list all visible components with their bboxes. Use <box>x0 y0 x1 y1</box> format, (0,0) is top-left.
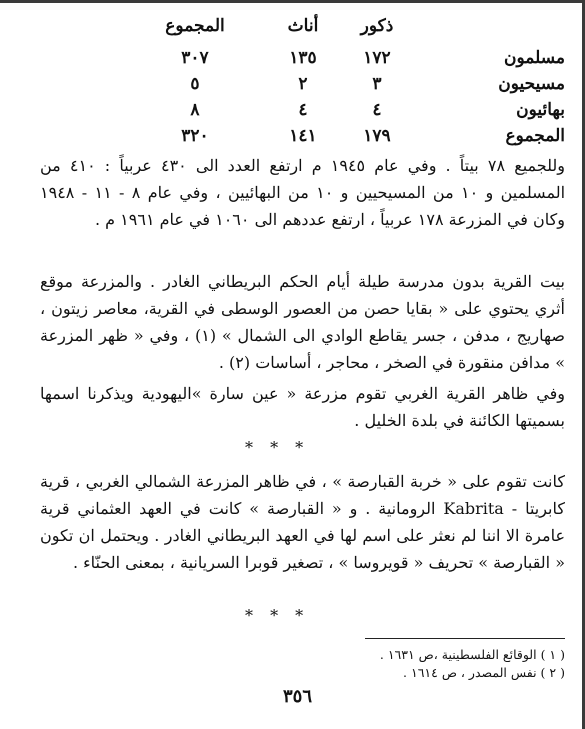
paragraph-text: وللجميع ٧٨ بيتاً . وفي عام ١٩٤٥ م ارتفع العدد الى ٤٣٠ عربياً : ٤١٠ من المسلمين و ١٠ من المسيحيين و ١٠ من البهائيين ، وفي عام ٨ - ١١ - ١٩٤٨ وكان في المزرعة ١٧٨ عربياً ، ارتفع عددهم الى ١٠٦٠ في عام ١٩٦١ م . <box>40 156 566 229</box>
census-table-header <box>30 16 565 48</box>
paragraph-text: كانت تقوم على « خربة القبارصة » ، في ظاهر المزرعة الشمالي الغربي ، قرية كابريتا - Kabrita الرومانية . و « القبارصة » كانت في العهد العثماني قرية عامرة الا اننا لم نعثر على اسم لها في العهد البريطاني الغادر . ويحتمل ان تكون « القبارصة » تحريف « قويروسا » ، تصغير قوبرا السريانية ، بمعنى الحنّاء . <box>40 472 566 572</box>
section-separator: * * * <box>245 606 310 625</box>
row-male: ٣ <box>372 74 382 94</box>
row-female: ١٣٥ <box>289 48 317 68</box>
section-separator: * * * <box>245 438 310 457</box>
row-label: مسيحيون <box>498 74 565 94</box>
row-male: ١٧٢ <box>363 48 391 68</box>
census-table <box>30 16 565 152</box>
table-row <box>30 48 565 74</box>
footnote: ( ٢ ) نفس المصدر ، ص ١٦١٤ . <box>403 665 565 680</box>
paragraph-text: بيت القرية بدون مدرسة طيلة أيام الحكم البريطاني الغادر . والمزرعة موقع أثري يحتوي على « بقايا حصن من العصور الوسطى في القرية، معاصر زيتون ، صهاريج ، مدفن ، جسر يقاطع الوادي الى الشمال » (١) ، وفي « ظهر المزرعة » مدافن منقورة في الصخر ، محاجر ، أساسات (٢) . <box>40 272 565 372</box>
paragraph-text: وفي ظاهر القرية الغربي تقوم مزرعة « عين سارة »اليهودية ويذكرنا اسمها بسميتها الكائنة في بلدة الخليل . <box>40 384 565 430</box>
row-label: بهائيون <box>516 100 565 120</box>
table-row <box>30 100 565 126</box>
row-female: ٢ <box>298 74 308 94</box>
row-label: المجموع <box>505 126 565 146</box>
row-total: ٣٢٠ <box>181 126 209 146</box>
header-total: المجموع <box>165 16 225 36</box>
paragraph-population <box>40 152 565 233</box>
row-label: مسلمون <box>504 48 565 68</box>
row-male: ١٧٩ <box>363 126 391 146</box>
document-page <box>30 6 565 726</box>
header-male: ذكور <box>360 16 394 36</box>
page-number: ٣٥٦ <box>282 686 312 707</box>
table-row <box>30 126 565 152</box>
row-total: ٣٠٧ <box>181 48 209 68</box>
table-row <box>30 74 565 100</box>
footnote-divider <box>365 638 565 639</box>
paragraph-khirba <box>40 468 565 576</box>
viewer-frame-top <box>0 0 585 3</box>
row-male: ٤ <box>372 100 382 120</box>
footnote: ( ١ ) الوقائع الفلسطينية ،ص ١٦٣١ . <box>379 647 565 662</box>
row-female: ١٤١ <box>289 126 317 146</box>
row-female: ٤ <box>298 100 308 120</box>
header-female: أناث <box>287 16 319 36</box>
paragraph-west <box>40 380 565 434</box>
paragraph-description <box>40 268 565 376</box>
row-total: ٨ <box>190 100 200 120</box>
row-total: ٥ <box>190 74 200 94</box>
